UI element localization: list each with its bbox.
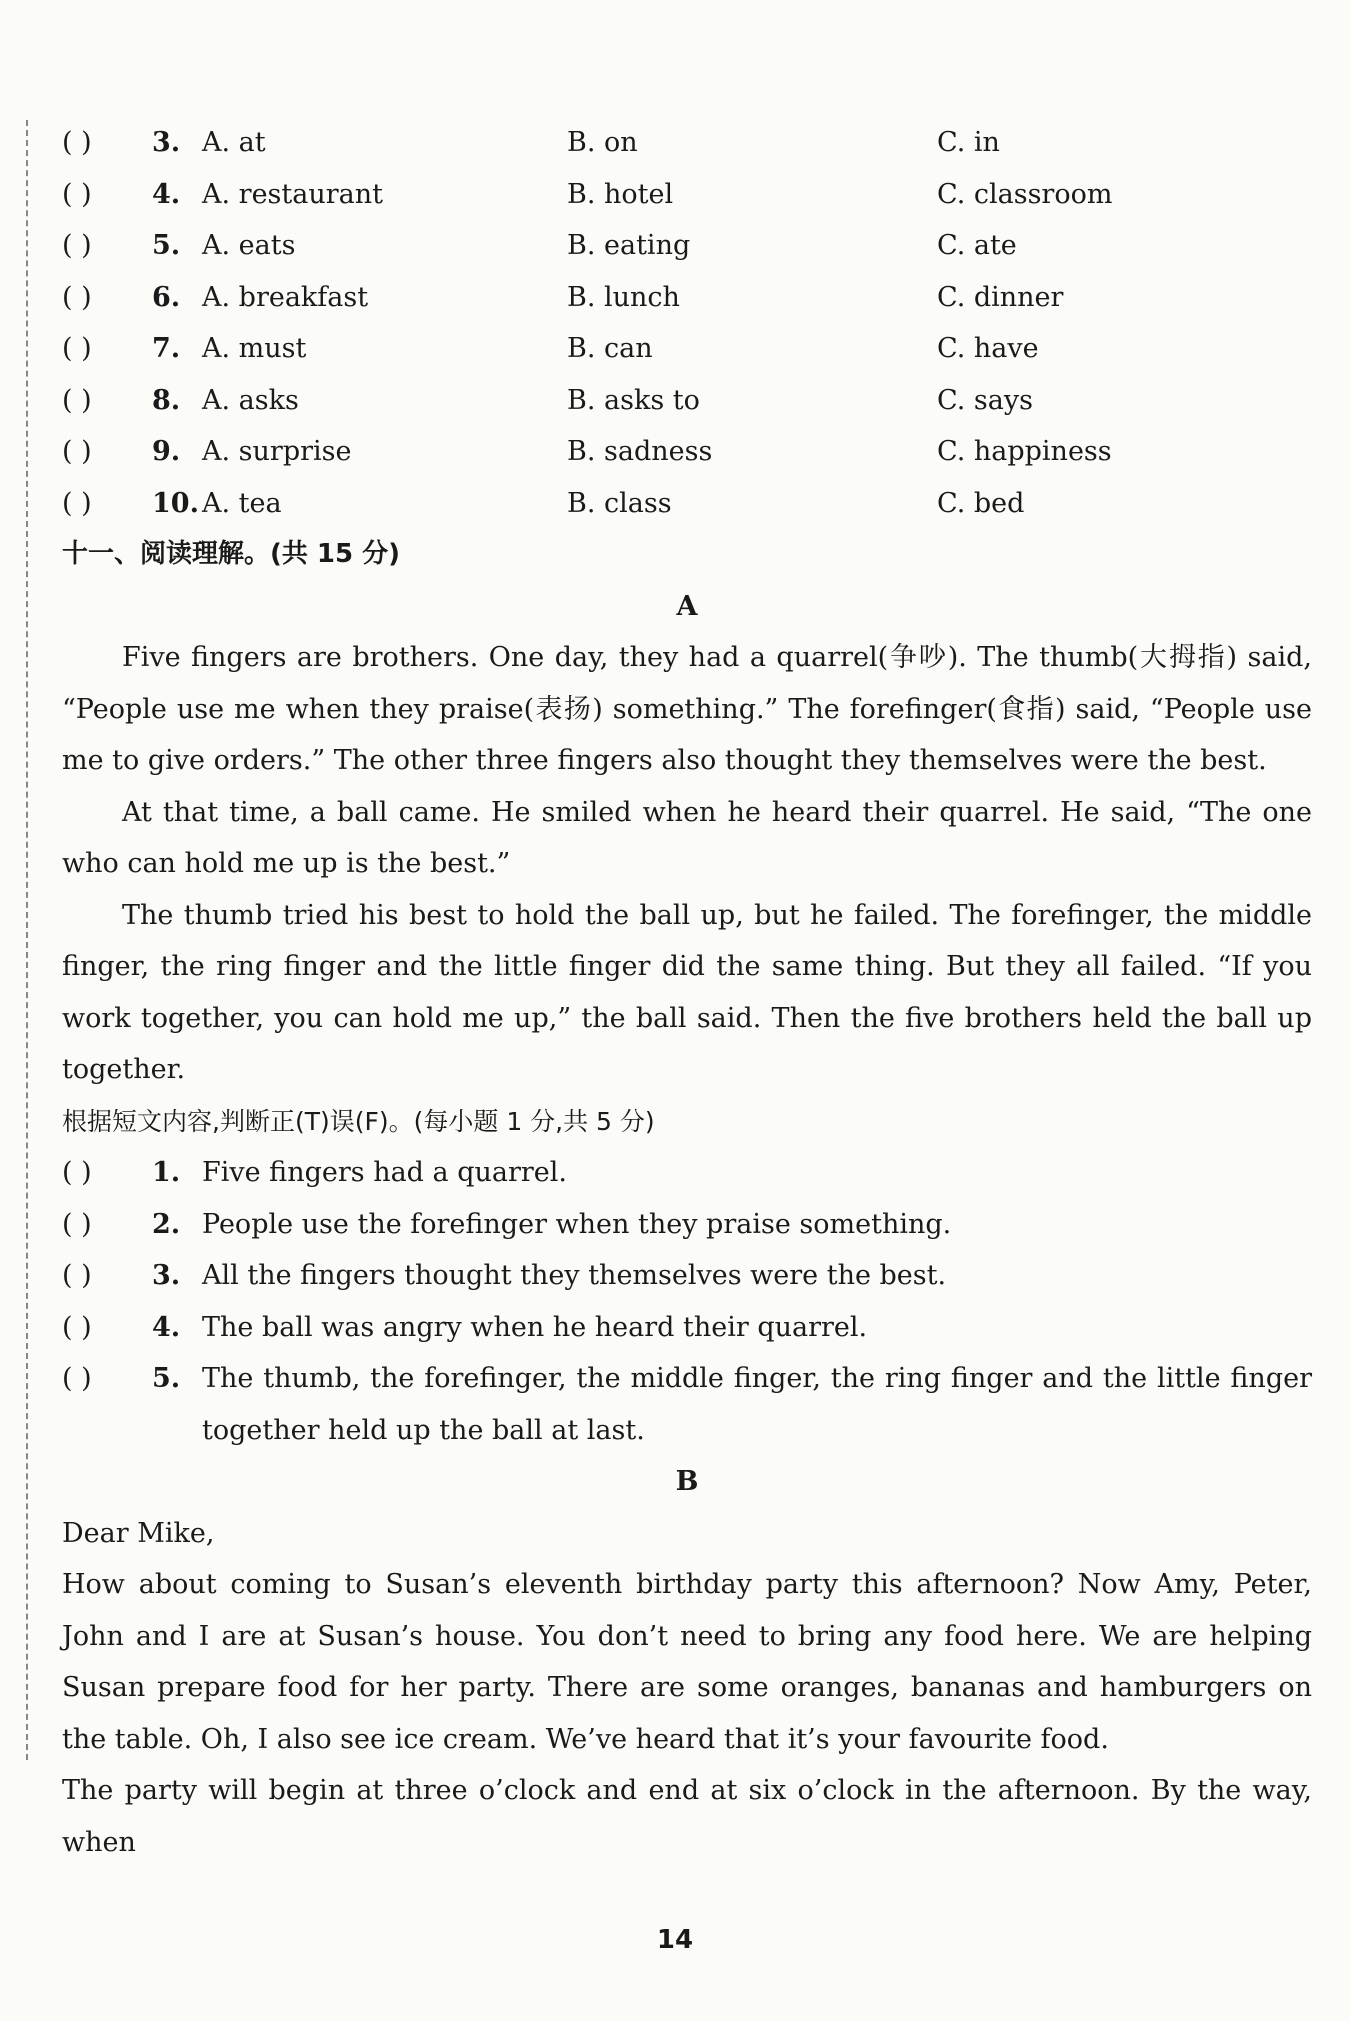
option-b: B. asks to: [567, 384, 700, 416]
option-b: B. can: [567, 333, 653, 364]
answer-blank[interactable]: ( ): [62, 281, 92, 313]
question-number: 4.: [152, 178, 181, 210]
option-c: C. bed: [937, 487, 1025, 519]
passage-a-label: A: [676, 590, 698, 622]
choice-list: [62, 117, 1312, 529]
option-b: B. eating: [567, 230, 691, 261]
option-a: A. at: [202, 127, 266, 158]
question-number: 3.: [152, 1260, 181, 1291]
content: [62, 117, 1312, 1868]
question-number: 8.: [152, 384, 181, 416]
question-number: 6.: [152, 281, 181, 313]
answer-blank[interactable]: ( ): [62, 436, 92, 467]
option-a: A. breakfast: [202, 281, 369, 313]
question-number: 1.: [152, 1157, 181, 1188]
answer-blank[interactable]: ( ): [62, 1311, 92, 1343]
choice-row: [62, 375, 1312, 427]
tf-item: [62, 1302, 1312, 1354]
tf-item: [62, 1353, 1312, 1456]
answer-blank[interactable]: ( ): [62, 230, 92, 261]
answer-blank[interactable]: ( ): [62, 333, 92, 364]
option-a: A. tea: [202, 487, 282, 519]
margin-dashed-line: [26, 120, 28, 1760]
passage-a-paragraph-1: Five fingers are brothers. One day, they had a quarrel(争吵). The thumb(大拇指) said, “People use me when they praise(表扬) something.” The forefinger(食指) said, “People use me to give orders.” The other three fingers also thought they themselves were the best.: [62, 642, 1312, 776]
option-c: C. happiness: [937, 436, 1112, 467]
question-number: 10.: [152, 487, 199, 519]
option-b: B. class: [567, 487, 672, 519]
question-number: 5.: [152, 1363, 181, 1394]
option-c: C. says: [937, 384, 1033, 416]
tf-statement: The thumb, the forefinger, the middle finger, the ring finger and the little finger together held up the ball at last.: [202, 1363, 1312, 1446]
tf-instruction: 根据短文内容,判断正(T)误(F)。(每小题 1 分,共 5 分): [62, 1106, 655, 1136]
tf-statement: People use the forefinger when they praise something.: [202, 1208, 952, 1240]
tf-statement: Five fingers had a quarrel.: [202, 1157, 568, 1188]
answer-blank[interactable]: ( ): [62, 384, 92, 416]
choice-row: [62, 169, 1312, 221]
question-number: 2.: [152, 1208, 181, 1240]
option-b: B. sadness: [567, 436, 713, 467]
answer-blank[interactable]: ( ): [62, 1363, 92, 1394]
choice-row: [62, 323, 1312, 375]
option-c: C. have: [937, 333, 1039, 364]
option-a: A. restaurant: [202, 178, 383, 210]
answer-blank[interactable]: ( ): [62, 1157, 92, 1188]
page-number: 14: [656, 1925, 694, 1955]
choice-row: [62, 272, 1312, 324]
passage-b-paragraph-1: How about coming to Susan’s eleventh birthday party this afternoon? Now Amy, Peter, John and I are at Susan’s house. You don’t need to bring any food here. We are helping Susan prepare food for her party. There are some oranges, bananas and hamburgers on the table. Oh, I also see ice cream. We’ve heard that it’s your favourite food.: [62, 1569, 1312, 1755]
answer-blank[interactable]: ( ): [62, 178, 92, 210]
passage-b-label: B: [675, 1466, 699, 1497]
answer-blank[interactable]: ( ): [62, 127, 92, 158]
option-b: B. lunch: [567, 281, 680, 313]
choice-row: [62, 478, 1312, 530]
option-a: A. surprise: [202, 436, 352, 467]
option-b: B. hotel: [567, 178, 674, 210]
tf-item: [62, 1250, 1312, 1302]
option-c: C. classroom: [937, 178, 1113, 210]
option-c: C. dinner: [937, 281, 1064, 313]
passage-a-paragraph-3: The thumb tried his best to hold the ball up, but he failed. The forefinger, the middle finger, the ring finger and the little finger did the same thing. But they all failed. “If you work together, you can hold me up,” the ball said. Then the five brothers held the ball up together.: [62, 899, 1312, 1085]
question-number: 3.: [152, 127, 181, 158]
letter-greeting: Dear Mike,: [62, 1517, 215, 1549]
option-a: A. must: [202, 333, 307, 364]
option-c: C. ate: [937, 230, 1017, 261]
answer-blank[interactable]: ( ): [62, 1260, 92, 1291]
question-number: 9.: [152, 436, 181, 467]
choice-row: [62, 220, 1312, 272]
answer-blank[interactable]: ( ): [62, 1208, 92, 1240]
option-b: B. on: [567, 127, 638, 158]
choice-row: [62, 426, 1312, 478]
section-heading: 十一、阅读理解。(共 15 分): [62, 539, 401, 569]
choice-row: [62, 117, 1312, 169]
option-a: A. eats: [202, 230, 296, 261]
answer-blank[interactable]: ( ): [62, 487, 92, 519]
option-c: C. in: [937, 127, 1000, 158]
tf-item: [62, 1147, 1312, 1199]
passage-a-paragraph-2: At that time, a ball came. He smiled when he heard their quarrel. He said, “The one who can hold me up is the best.”: [62, 796, 1312, 879]
tf-item: [62, 1199, 1312, 1251]
tf-statement: The ball was angry when he heard their quarrel.: [202, 1311, 868, 1343]
option-a: A. asks: [202, 384, 299, 416]
question-number: 7.: [152, 333, 181, 364]
question-number: 5.: [152, 230, 181, 261]
tf-statement: All the fingers thought they themselves were the best.: [202, 1260, 947, 1291]
question-number: 4.: [152, 1311, 181, 1343]
passage-b-paragraph-2: The party will begin at three o’clock and end at six o’clock in the afternoon. By the way, when: [62, 1775, 1312, 1858]
